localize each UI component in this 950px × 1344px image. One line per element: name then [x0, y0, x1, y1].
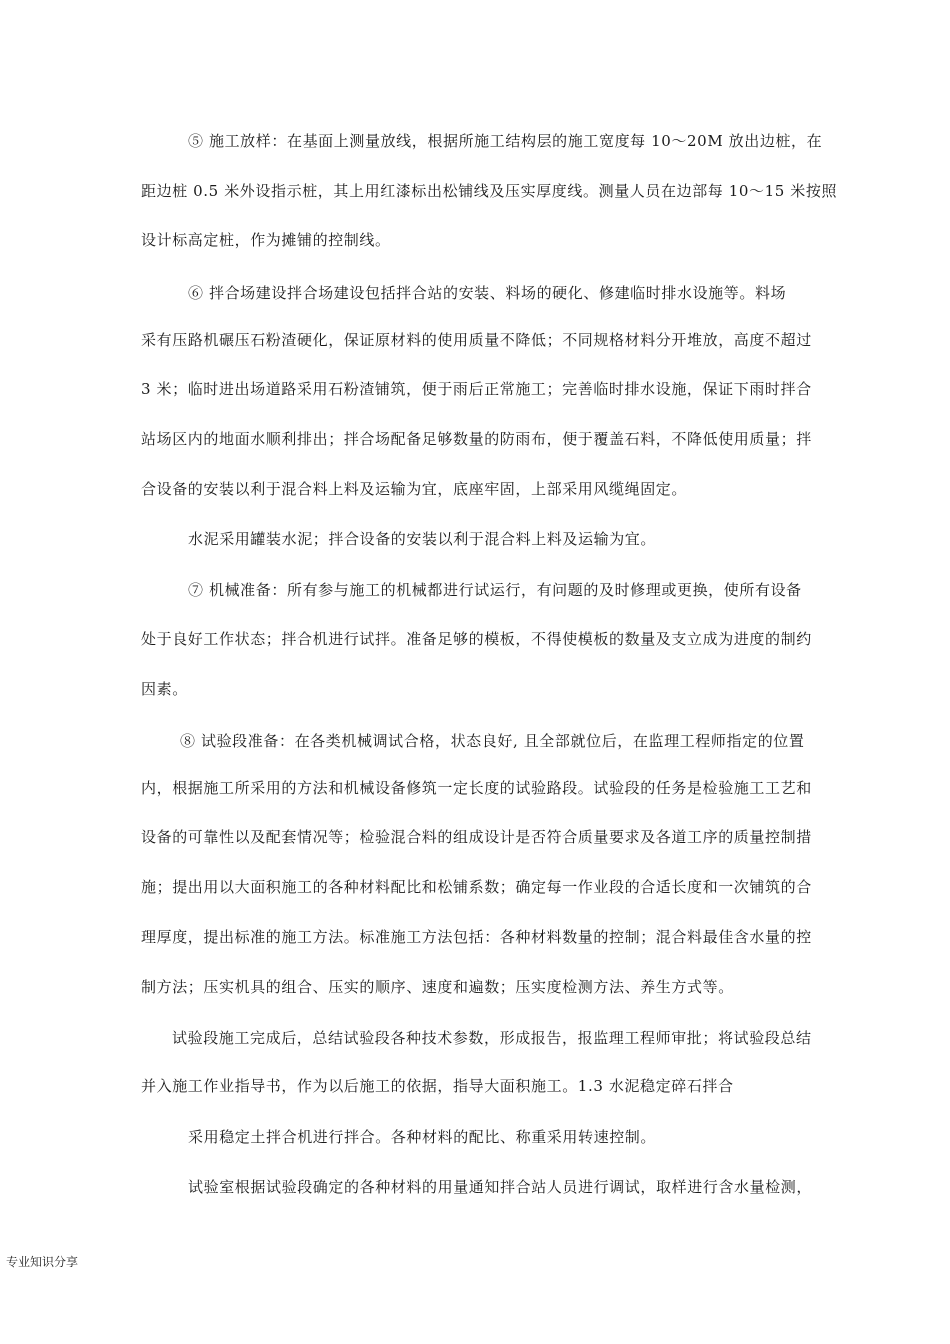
paragraph-4-line-1: ⑦ 机械准备：所有参与施工的机械都进行试运行，有问题的及时修理或更换，使所有设备 — [188, 581, 802, 599]
paragraph-4-line-3: 因素。 — [141, 680, 188, 698]
paragraph-2-line-5: 合设备的安装以利于混合料上料及运输为宜，底座牢固，上部采用风缆绳固定。 — [141, 480, 688, 498]
paragraph-2-line-4: 站场区内的地面水顺利排出；拌合场配备足够数量的防雨布，便于覆盖石料，不降低使用质量；拌 — [141, 430, 812, 448]
paragraph-1-line-2: 距边桩 0.5 米外设指示桩，其上用红漆标出松铺线及压实厚度线。测量人员在边部每 10～15 米按照 — [141, 182, 838, 200]
paragraph-7-line-1: 采用稳定土拌合机进行拌合。各种材料的配比、称重采用转速控制。 — [188, 1128, 657, 1146]
page-footer: 专业知识分享 — [6, 1255, 79, 1269]
paragraph-5-line-2: 内，根据施工所采用的方法和机械设备修筑一定长度的试验路段。试验段的任务是检验施工工艺和 — [141, 779, 812, 797]
paragraph-5-line-5: 理厚度，提出标准的施工方法。标准施工方法包括：各种材料数量的控制；混合料最佳含水量的控 — [141, 928, 812, 946]
paragraph-5-line-4: 施；提出用以大面积施工的各种材料配比和松铺系数；确定每一作业段的合适长度和一次铺筑的合 — [141, 878, 812, 896]
paragraph-2-line-1: ⑥ 拌合场建设拌合场建设包括拌合站的安装、料场的硬化、修建临时排水设施等。料场 — [188, 284, 787, 302]
paragraph-6-line-1: 试验段施工完成后，总结试验段各种技术参数，形成报告，报监理工程师审批；将试验段总结 — [172, 1029, 812, 1047]
paragraph-2-line-3: 3 米；临时进出场道路采用石粉渣铺筑，便于雨后正常施工；完善临时排水设施，保证下雨时拌合 — [141, 380, 812, 398]
paragraph-4-line-2: 处于良好工作状态；拌合机进行试拌。准备足够的模板，不得使模板的数量及支立成为进度的制约 — [141, 630, 812, 648]
paragraph-5-line-1: ⑧ 试验段准备：在各类机械调试合格，状态良好, 且全部就位后，在监理工程师指定的位置 — [180, 732, 805, 750]
paragraph-1-line-3: 设计标高定桩，作为摊铺的控制线。 — [141, 231, 391, 249]
paragraph-3-line-1: 水泥采用罐装水泥；拌合设备的安装以利于混合料上料及运输为宜。 — [188, 530, 657, 548]
paragraph-5-line-6: 制方法；压实机具的组合、压实的顺序、速度和遍数；压实度检测方法、养生方式等。 — [141, 978, 734, 996]
paragraph-5-line-3: 设备的可靠性以及配套情况等；检验混合料的组成设计是否符合质量要求及各道工序的质量控制措 — [141, 828, 812, 846]
paragraph-8-line-1: 试验室根据试验段确定的各种材料的用量通知拌合站人员进行调试，取样进行含水量检测， — [188, 1178, 813, 1196]
paragraph-6-line-2: 并入施工作业指导书，作为以后施工的依据，指导大面积施工。1.3 水泥稳定碎石拌合 — [141, 1077, 734, 1095]
paragraph-1-line-1: ⑤ 施工放样：在基面上测量放线，根据所施工结构层的施工宽度每 10～20M 放出边桩，在 — [188, 132, 823, 150]
paragraph-2-line-2: 采有压路机碾压石粉渣硬化，保证原材料的使用质量不降低；不同规格材料分开堆放，高度不超过 — [141, 331, 812, 349]
